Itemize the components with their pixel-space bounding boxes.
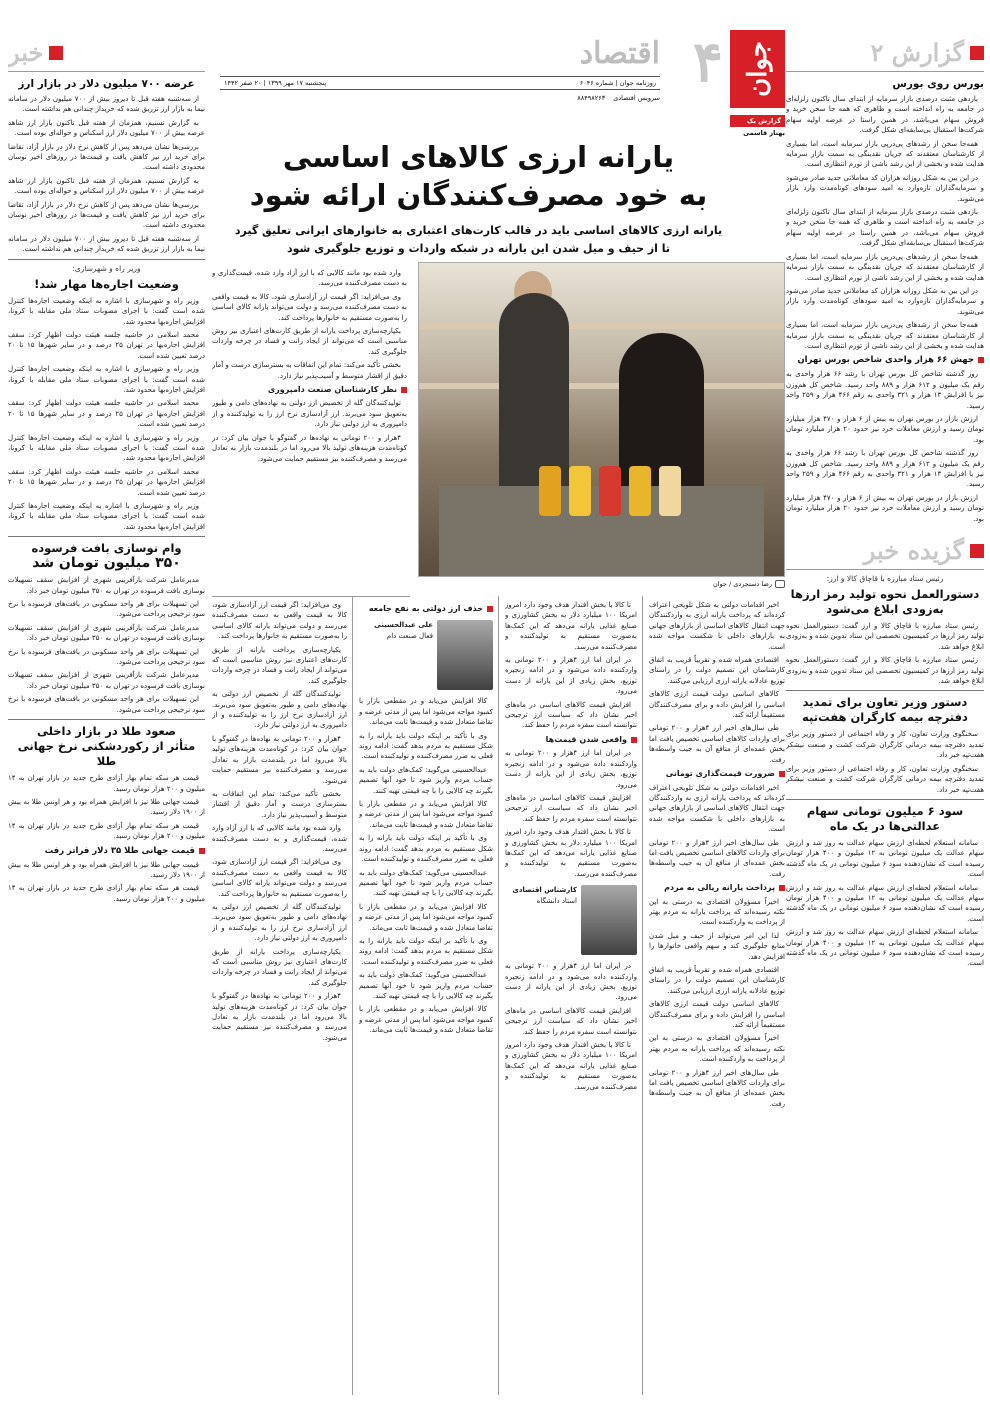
paragraph: کالا افزایش می‌یابد و در مقطعی بازار با کمبود مواجه می‌شود اما پس از مدتی عرضه و تقاضا متعادل شده و قیمت‌ها ثابت می‌ماند. [359, 1005, 493, 1035]
article-column-2 [359, 600, 493, 1395]
headline-line: متأثر از رکوردشکنی نرخ جهانی طلا [17, 739, 196, 769]
subheading-text: حذف ارز دولتی به نفع جامعه [368, 604, 483, 613]
kicker-accent [970, 46, 984, 60]
square-bullet [779, 885, 785, 891]
paragraph: وی می‌افزاید: اگر قیمت ارز آزادسازی شود، کالا به قیمت واقعی به دست مصرف‌کننده می‌رسد و دولت می‌تواند یارانه کالای اساسی را به‌صورت مستقیم به خانوارها پرداخت کند. [212, 292, 407, 322]
main-article-area [212, 0, 785, 1403]
paragraph: عبدالحسینی می‌گوید: کمک‌های دولت باید به حساب مردم واریز شود تا خود آنها تصمیم بگیرند چه کالایی را با چه قیمتی تهیه کنند. [359, 765, 493, 795]
photo-product [539, 466, 561, 516]
paragraph: مدیرعامل شرکت بازآفرینی شهری از افزایش سقف تسهیلات نوسازی بافت فرسوده در تهران به ۳۵۰ میلیون تومان خبر داد. [8, 623, 205, 643]
paragraph: بررسی‌ها نشان می‌دهد پس از کاهش نرخ دلار در بازار آزاد، تقاضا برای خرید ارز نیز کاهش یافت و قیمت‌ها در روزهای اخیر نوسان محدودی داشته است. [8, 142, 205, 172]
paragraph: یکپارچه‌سازی پرداخت یارانه از طریق کارت‌های اعتباری نیز روش مناسبی است که می‌تواند از ایجاد رانت و فساد در چرخه واردات جلوگیری کند. [212, 947, 347, 987]
news4-body [8, 773, 205, 841]
paragraph: اخیراً مسؤولان اقتصادی به درستی به این نکته رسیده‌اند که پرداخت یارانه به مردم بهتر از پرداخت به واردکننده است. [649, 1034, 785, 1064]
divider [212, 596, 410, 597]
headline-line: به خود مصرف‌کنندگان ارائه شود [249, 178, 708, 212]
paragraph: سامانه استعلام لحظه‌ای ارزش سهام عدالت به روز شد و ارزش سهام عدالت یک میلیون تومانی به ۱۲ میلیون و ۴۰۰ هزار تومان رسیده است که نشان‌دهنده سود ۶ میلیون تومانی در یک ماه گذشته است. [786, 928, 984, 968]
news3-body [786, 838, 984, 969]
issue-info-bar [220, 76, 660, 90]
paragraph: این تسهیلات برای هر واحد مسکونی در بافت‌های فرسوده با نرخ سود ترجیحی پرداخت می‌شود. [8, 647, 205, 667]
paragraph: وزیر راه و شهرسازی با اشاره به اینکه وضعیت اجاره‌ها کنترل شده است گفت: با اجرای مصوبات ستاد ملی مقابله با کرونا، افزایش اجاره‌بها محدود شد. [8, 365, 205, 394]
author-photo [437, 620, 493, 690]
paragraph: ارزش بازار در بورس تهران به بیش از ۶ هزار و ۴۷۰ هزار میلیارد تومان رسید و ارزش معاملات خرد نیز حدود ۲۰ هزار میلیارد تومان بود. [786, 414, 984, 444]
paragraph: وی با تأکید بر اینکه دولت باید یارانه را به شکل مستقیم به مردم بدهد گفت: ادامه روند فعلی به ضرر مصرف‌کننده و تولیدکننده است. [359, 731, 493, 761]
divider [8, 536, 205, 537]
paragraph: محمد اسلامی در حاشیه جلسه هیئت دولت اظهار کرد: سقف افزایش اجاره‌بها در تهران ۲۵ درصد و در سایر شهرها ۱۵ تا ۲۰ درصد تعیین شده است. [8, 330, 205, 360]
news1-headline: دستورالعمل نحوه تولید رمز ارزها به‌زودی ابلاغ می‌شود [790, 587, 980, 617]
paragraph: محمد اسلامی در حاشیه جلسه هیئت دولت اظهار کرد: سقف افزایش اجاره‌بها در تهران ۲۵ درصد و در سایر شهرها ۱۵ تا ۲۰ درصد تعیین شده است. [8, 399, 205, 429]
news1-headline: عرضه ۷۰۰ میلیون دلار در بازار ارز [18, 78, 195, 90]
paragraph: از سه‌شنبه هفته قبل تا دیروز بیش از ۷۰۰ میلیون دلار در سامانه نیما به بازار ارز تزریق شده که خریدار چندانی هم نداشته است. [8, 95, 205, 114]
paragraph: وی با تأکید بر اینکه دولت باید یارانه را به شکل مستقیم به مردم بدهد گفت: ادامه روند فعلی به ضرر مصرف‌کننده و تولیدکننده است. [359, 936, 493, 966]
paragraph: قیمت هر سکه تمام بهار آزادی طرح جدید در بازار تهران به ۱۴ میلیون و ۲۰۰ هزار تومان رسید. [8, 821, 205, 841]
masthead [212, 30, 785, 108]
author-name: کارشناس اقتصادی [512, 886, 577, 895]
subheading-text: پرداخت یارانه ریالی به مردم [664, 883, 775, 893]
author-box [505, 885, 637, 955]
paragraph: رئیس ستاد مبارزه با قاچاق کالا و ارز گفت: دستورالعمل نحوه تولید رمز ارزها در کمیسیون تخصصی این ستاد تدوین شده و به‌زودی ابلاغ خواهد شد. [786, 622, 984, 651]
paragraph: مدیرعامل شرکت بازآفرینی شهری از افزایش سقف تسهیلات نوسازی بافت فرسوده در تهران به ۳۵۰ میلیون تومان خبر داد. [8, 671, 205, 690]
subheading-text: نظر کارشناسان صنعت دامپروری [267, 385, 397, 395]
kicker-text: گزیده خبر [863, 536, 964, 566]
author-box [359, 620, 493, 690]
paragraph: اخیراً مسؤولان اقتصادی به درستی به این نکته رسیده‌اند که پرداخت یارانه به مردم بهتر از پرداخت به واردکننده است. [649, 897, 785, 927]
paragraph: افزایش قیمت کالاهای اساسی در ماه‌های اخیر نشان داد که سیاست ارز ترجیحی نتوانسته است سفره مردم را حفظ کند. [505, 793, 637, 823]
news4-subheading [8, 846, 205, 856]
paragraph: از سه‌شنبه هفته قبل تا دیروز بیش از ۷۰۰ میلیون دلار در سامانه نیما به بازار ارز تزریق شده که خریدار چندانی هم نداشته است. [8, 234, 205, 254]
article-column-1 [212, 268, 407, 467]
subheading [649, 769, 785, 779]
paragraph: تا کالا با بخش اقتدار هدف وجود دارد امروز امریکا ۱۰۰ میلیارد دلار به بخش کشاورزی و صنایع غذایی یارانه می‌دهد که این کمک‌ها به‌صورت مستقیم به تولیدکننده و مصرف‌کننده می‌رسد. [505, 828, 637, 878]
kicker-text: گزارش ۲ [870, 38, 964, 67]
issue-info: روزنامه جوان | شماره ۶۰۴۶ [579, 79, 656, 87]
news2-headline: دستور وزیر تعاون برای تمدید دفترچه بیمه کارگران هفت‌تپه [802, 695, 968, 725]
article-photo [418, 262, 785, 577]
paragraph: بخشی تأکید می‌کند: تمام این اتفاقات به بستر‌سازی درست و آمار دقیق از اقشار متوسط و آسیب‌پذیر نیاز دارد. [212, 789, 347, 819]
subheading-text: واقعی شدن قیمت‌ها [545, 734, 627, 744]
page-number: ۴ [692, 29, 723, 95]
subheading [359, 604, 493, 614]
paragraph: کالاهای اساسی دولت قیمت ارزی کالاهای اساسی را افزایش داده و برای مصرف‌کنندگان مستقیماً ارائه کند. [649, 690, 785, 720]
column-divider [642, 596, 643, 1395]
news4-headline [8, 724, 205, 769]
news1-body [8, 94, 205, 255]
paragraph: عبدالحسینی می‌گوید: کمک‌های دولت باید به حساب مردم واریز شود تا خود آنها تصمیم بگیرند چه کالایی را با چه قیمتی تهیه کنند. [359, 868, 493, 898]
photo-product [659, 466, 681, 516]
author-role: فعال صنعت دام [386, 632, 433, 641]
service-phone: ۸۸۴۹۸۲۶۳ [577, 94, 606, 102]
author-info [512, 885, 577, 955]
author-role: استاد دانشگاه [536, 897, 577, 906]
paragraph: این تسهیلات برای هر واحد مسکونی در بافت‌های فرسوده با نرخ سود ترجیحی پرداخت می‌شود. [8, 695, 205, 714]
paragraph: قیمت هر سکه تمام بهار آزادی طرح جدید در بازار تهران به ۱۴ میلیون و ۲۰۰ هزار تومان رسید. [8, 774, 205, 793]
main-lead [232, 222, 725, 258]
lead-line: یارانه ارزی کالاهای اساسی باید در قالب کارت‌های اعتباری به خانوارهای ایرانی تعلیق گیرد [234, 224, 723, 237]
news2-headline: وضعیت اجاره‌ها مهار شد! [34, 276, 179, 291]
article-column-4 [649, 600, 785, 1395]
news-kicker [786, 532, 984, 570]
paragraph: کالا افزایش می‌یابد و در مقطعی بازار با کمبود مواجه می‌شود اما پس از مدتی عرضه و تقاضا متعادل شده و قیمت‌ها ثابت می‌ماند. [359, 800, 493, 829]
paragraph: مدیرعامل شرکت بازآفرینی شهری از افزایش سقف تسهیلات نوسازی بافت فرسوده در تهران به ۳۵۰ میلیون تومان خبر داد. [8, 576, 205, 595]
news3-headline: سود ۶ میلیون تومانی سهام عدالتی‌ها در یک ماه [806, 803, 964, 833]
subheading [649, 883, 785, 893]
news1-body [786, 621, 984, 686]
paragraph: قیمت جهانی طلا نیز با افزایش همراه بود و هر اونس طلا به بیش از ۱۹۰۰ دلار رسید. [8, 860, 205, 879]
paragraph: تولیدکنندگان گله از تخصیص ارز دولتی به نهاده‌های دامی و طیور به‌تعویق سود می‌برند. ارز آزادسازی نرخ ارز را به تولیدکننده و از دامپروری به ارز دولتی نیاز دارد. [212, 690, 347, 730]
paragraph: قیمت جهانی طلا نیز با افزایش همراه بود و هر اونس طلا به بیش از ۱۹۰۰ دلار رسید. [8, 797, 205, 817]
paragraph: ارزش بازار در بورس تهران به بیش از ۶ هزار و ۴۷۰ هزار میلیارد تومان رسید و ارزش معاملات خرد نیز حدود ۲۰ هزار میلیارد تومان بود. [786, 493, 984, 523]
paragraph: ۴هزار و ۲۰۰ تومانی به نهاده‌ها در گفتوگو با جوان بیان کرد: در کوتاه‌مدت هزینه‌های تولید بالا می‌رود اما در بلندمدت بازار به تعادل می‌رسد و مصرف‌کننده نیز مستقیم حمایت می‌شود. [212, 433, 407, 463]
author-info [374, 620, 433, 690]
paragraph: طی سال‌های اخیر ارز ۴هزار و ۲۰۰ تومانی برای واردات کالاهای اساسی تخصیص یافت اما بخش عمده‌ای از منافع آن به جیب واسطه‌ها رفت. [649, 724, 785, 764]
paragraph: روز گذشته شاخص کل بورس تهران با رشد ۶۶ هزار واحدی به رقم یک میلیون و ۶۱۲ هزار و ۸۸۹ واحد رسید. شاخص کل هم‌وزن نیز با افزایش ۱۳ هزار و ۳۲۱ واحدی به رقم ۴۶۶ هزار و ۲۵۹ واحد رسید. [786, 449, 984, 489]
bourse-body [786, 94, 984, 351]
paragraph: طی سال‌های اخیر ارز ۴هزار و ۲۰۰ تومانی برای واردات کالاهای اساسی تخصیص یافت اما بخش عمده‌ای از منافع آن به جیب واسطه‌ها رفت. [649, 1068, 785, 1108]
kicker-accent [49, 46, 63, 60]
issue-date: پنجشنبه ۱۷ مهر ۱۳۹۹ | ۲۰ صفر ۱۴۴۲ [224, 79, 327, 87]
paragraph: افزایش قیمت کالاهای اساسی در ماه‌های اخیر نشان داد که سیاست ارز ترجیحی نتوانسته است سفره مردم را حفظ کند. [505, 700, 637, 730]
paragraph: اخیر اقدامات دولتی به شکل تلویحی اعتراف کرده‌اند که پرداخت یارانه ارزی به واردکنندگان جهت انتقال کالاهای اساسی از بازارهای جهانی به بازارهای داخلی با شکست مواجه شده است. [649, 783, 785, 834]
square-bullet [978, 357, 984, 363]
paragraph: ۴هزار و ۲۰۰ تومانی به نهاده‌ها در گفتوگو با جوان بیان کرد: در کوتاه‌مدت هزینه‌های تولید بالا می‌رود اما در بلندمدت بازار به تعادل می‌رسد و مصرف‌کننده نیز مستقیم حمایت می‌شود. [212, 992, 347, 1042]
paragraph: سامانه استعلام لحظه‌ای ارزش سهام عدالت به روز شد و ارزش سهام عدالت یک میلیون تومانی به ۱۲ میلیون و ۴۰۰ هزار تومان رسیده است که نشان‌دهنده سود ۶ میلیون تومانی در یک ماه گذشته است. [786, 883, 984, 923]
section-title: اقتصاد [579, 36, 660, 71]
right-column [786, 0, 984, 1403]
author-name: علی عبدالحسینی [374, 621, 433, 630]
subheading [505, 735, 637, 745]
paragraph: طی سال‌های اخیر ارز ۴هزار و ۲۰۰ تومانی برای واردات کالاهای اساسی تخصیص یافت اما بخش عمده‌ای از منافع آن به جیب واسطه‌ها رفت. [649, 838, 785, 878]
headline-line: صعود طلا در بازار داخلی [36, 724, 177, 739]
headline-line: یارانه ارزی کالاهای اساسی [282, 140, 675, 174]
reporter-name: بهناز قاسمی [743, 129, 785, 137]
newspaper-logo [730, 30, 785, 108]
service-label: سرویس اقتصادی [613, 94, 660, 102]
paragraph: کالاهای اساسی دولت قیمت ارزی کالاهای اساسی را افزایش داده و برای مصرف‌کنندگان مستقیماً ارائه کند. [649, 1000, 785, 1030]
paragraph: تا کالا با بخش اقتدار هدف وجود دارد امروز امریکا ۱۰۰ میلیارد دلار به بخش کشاورزی و صنایع غذایی یارانه می‌دهد که این کمک‌ها به‌صورت مستقیم به تولیدکننده و مصرف‌کننده می‌رسد. [505, 1041, 637, 1091]
news1-subtitle: رئیس ستاد مبارزه با قاچاق کالا و ارز: [826, 574, 944, 584]
paragraph: همه‌جا سخن از رشدهای پی‌درپی بازار سرمایه است، اما بسیاری از کارشناسان معتقدند که جریان نقدینگی به سمت بازار سرمایه هدایت شده و بخشی از این رشد ناشی از تورم انتظاری است. [786, 139, 984, 169]
paragraph: بخشی تأکید می‌کند: تمام این اتفاقات به بستر‌سازی درست و آمار دقیق از اقشار متوسط و آسیب‌پذیر نیاز دارد. [212, 361, 407, 380]
paragraph: همه‌جا سخن از رشدهای پی‌درپی بازار سرمایه است، اما بسیاری از کارشناسان معتقدند که جریان نقدینگی به سمت بازار سرمایه هدایت شده و بخشی از این رشد ناشی از تورم انتظاری است. [786, 252, 984, 282]
logo-text: جوان [742, 41, 773, 97]
paragraph: سخنگوی وزارت تعاون، کار و رفاه اجتماعی از دستور وزیر برای تمدید دفترچه بیمه درمانی کارگران شرکت کشت و صنعت نیشکر هفت‌تپه خبر داد. [786, 764, 984, 794]
news3-body [8, 575, 205, 715]
paragraph: اقتصادی همراه شده و تقریباً قریب به اتفاق کارشناسان این تصمیم دولت را در راستای توزیع عادلانه یارانه ارزی ارزیابی می‌کنند. [649, 966, 785, 995]
square-bullet [631, 737, 637, 743]
paragraph: بررسی‌ها نشان می‌دهد پس از کاهش نرخ دلار در بازار آزاد، تقاضا برای خرید ارز نیز کاهش یافت و قیمت‌ها در روزهای اخیر نوسان محدودی داشته است. [8, 200, 205, 230]
paragraph: به گزارش تسنیم، همزمان از هفته قبل تاکنون بازار ارز شاهد عرضه بیش از ۷۰۰ میلیون دلار ارز اسکناس و حواله‌ای بوده است. [8, 118, 205, 138]
paragraph: وزیر راه و شهرسازی با اشاره به اینکه وضعیت اجاره‌ها کنترل شده است گفت: با اجرای مصوبات ستاد ملی مقابله با کرونا، افزایش اجاره‌بها محدود شد. [8, 502, 205, 531]
square-bullet [199, 848, 205, 854]
column-divider [498, 596, 499, 1395]
paragraph: تولیدکنندگان گله از تخصیص ارز دولتی به نهاده‌های دامی و طیور به‌تعویق سود می‌برند. ارز آزادسازی نرخ ارز را به تولیدکننده و از دامپروری به ارز دولتی نیاز دارد. [212, 399, 407, 429]
paragraph: کالا افزایش می‌یابد و در مقطعی بازار با کمبود مواجه می‌شود اما پس از مدتی عرضه و تقاضا متعادل شده و قیمت‌ها ثابت می‌ماند. [359, 902, 493, 932]
left-column [8, 0, 205, 1403]
bourse-subheading [786, 355, 984, 365]
author-photo [581, 885, 637, 955]
reporter-label: گزارش یک [730, 115, 785, 127]
main-headline [232, 138, 725, 214]
subheading [212, 385, 407, 395]
paragraph: در این بین به شکل روزانه هزاران کد معاملاتی جدید صادر می‌شود و سرمایه‌گذاران تازه‌وارد به امید سودهای کوتاه‌مدت وارد بازار می‌شوند. [786, 286, 984, 316]
paragraph: محمد اسلامی در حاشیه جلسه هیئت دولت اظهار کرد: سقف افزایش اجاره‌بها در تهران ۲۵ درصد و در سایر شهرها ۱۵ تا ۲۰ درصد تعیین شده است. [8, 467, 205, 497]
news4-body-2 [8, 860, 205, 905]
camera-icon [775, 580, 785, 588]
square-bullet [487, 606, 493, 612]
paragraph: تولیدکنندگان گله از تخصیص ارز دولتی به نهاده‌های دامی و طیور به‌تعویق سود می‌برند. ارز آزادسازی نرخ ارز را به تولیدکننده و از دامپروری به ارز دولتی نیاز دارد. [212, 902, 347, 943]
paragraph: اقتصادی همراه شده و تقریباً قریب به اتفاق کارشناسان این تصمیم دولت را در راستای توزیع عادلانه یارانه ارزی ارزیابی می‌کنند. [649, 656, 785, 685]
paragraph: در ایران اما ارز ۴هزار و ۲۰۰ تومانی به واردکننده داده می‌شود و در ادامه زنجیره توزیع، بخش زیادی از این یارانه از دست می‌رود. [505, 962, 637, 1002]
photo-product [629, 466, 651, 516]
kicker-text: خبر [8, 38, 44, 67]
lead-line: تا از حیف و میل شدن این یارانه در شبکه واردات و توزیع جلوگیری شود [286, 242, 671, 255]
news2-body [8, 296, 205, 533]
divider [786, 690, 984, 691]
paragraph: وارد شده بود مانند کالایی که با ارز آزاد وارد شده، قیمت‌گذاری و به دست مصرف‌کننده می‌رسد. [212, 269, 407, 288]
paragraph: رئیس ستاد مبارزه با قاچاق کالا و ارز گفت: دستورالعمل نحوه تولید رمز ارزها در کمیسیون تخصصی این ستاد تدوین شده و به‌زودی ابلاغ خواهد شد. [786, 656, 984, 686]
bourse-headline: بورس روی بورس [892, 78, 984, 90]
paragraph: افزایش قیمت کالاهای اساسی در ماه‌های اخیر نشان داد که سیاست ارز ترجیحی نتوانسته است سفره مردم را حفظ کند. [505, 1006, 637, 1036]
news3-headline [8, 541, 205, 571]
paragraph: کالا افزایش می‌یابد و در مقطعی بازار با کمبود مواجه می‌شود اما پس از مدتی عرضه و تقاضا متعادل شده و قیمت‌ها ثابت می‌ماند. [359, 697, 493, 727]
divider [8, 719, 205, 720]
paragraph: وارد شده بود مانند کالایی که با ارز آزاد وارد شده، قیمت‌گذاری و به دست مصرف‌کننده می‌رسد. [212, 824, 347, 853]
paragraph: همه‌جا سخن از رشدهای پی‌درپی بازار سرمایه است، اما بسیاری از کارشناسان معتقدند که جریان نقدینگی به سمت بازار سرمایه هدایت شده و بخشی از این رشد ناشی از تورم انتظاری است. [786, 321, 984, 350]
paragraph: یکپارچه‌سازی پرداخت یارانه از طریق کارت‌های اعتباری نیز روش مناسبی است که می‌تواند از ایجاد رانت و فساد در چرخه واردات جلوگیری کند. [212, 645, 347, 685]
photo-product [569, 466, 591, 516]
paragraph: لذا این امر می‌تواند از حیف و میل شدن منابع جلوگیری کند و سهم واقعی خانوارها را افزایش دهد. [649, 931, 785, 961]
article-column-1-lower [212, 600, 347, 1395]
paragraph: عبدالحسینی می‌گوید: کمک‌های دولت باید به حساب مردم واریز شود تا خود آنها تصمیم بگیرند چه کالایی را با چه قیمتی تهیه کنند. [359, 971, 493, 1000]
news2-subtitle: وزیر راه و شهرسازی: [72, 263, 141, 273]
paragraph: وی با تأکید بر اینکه دولت باید یارانه را به شکل مستقیم به مردم بدهد گفت: ادامه روند فعلی به ضرر مصرف‌کننده و تولیدکننده است. [359, 834, 493, 864]
paragraph: بازدهی مثبت درصدی بازار سرمایه از ابتدای سال تاکنون زلزله‌ای در جامعه به راه انداخته است و ظاهری که همه جا سخن خرید و فروش سهام می‌باشد، در همین راستا در عرضه اولیه سهام شرکت‌ها استقبال بی‌سابقه‌ای شکل گرفت. [786, 95, 984, 135]
paragraph: یکپارچه‌سازی پرداخت یارانه از طریق کارت‌های اعتباری نیز روش مناسبی است که می‌تواند از ایجاد رانت و فساد در چرخه واردات جلوگیری کند. [212, 327, 407, 356]
paragraph: ۴هزار و ۲۰۰ تومانی به نهاده‌ها در گفتوگو با جوان بیان کرد: در کوتاه‌مدت هزینه‌های تولید بالا می‌رود اما در بلندمدت بازار به تعادل می‌رسد و مصرف‌کننده نیز مستقیم حمایت می‌شود. [212, 734, 347, 785]
paragraph: در این بین به شکل روزانه هزاران کد معاملاتی جدید صادر می‌شود و سرمایه‌گذاران تازه‌وارد به امید سودهای کوتاه‌مدت وارد بازار می‌شوند. [786, 173, 984, 203]
photo-shelf [419, 323, 784, 329]
paragraph: وی می‌افزاید: اگر قیمت ارز آزادسازی شود، کالا به قیمت واقعی به دست مصرف‌کننده می‌رسد و دولت می‌تواند یارانه کالای اساسی را به‌صورت مستقیم به خانوارها پرداخت کند. [212, 601, 347, 641]
paragraph: اخیر اقدامات دولتی به شکل تلویحی اعتراف کرده‌اند که پرداخت یارانه ارزی به واردکنندگان جهت انتقال کالاهای اساسی از بازارهای جهانی به بازارهای داخلی با شکست مواجه شده است. [649, 601, 785, 651]
divider [786, 799, 984, 800]
paragraph: روز گذشته شاخص کل بورس تهران با رشد ۶۶ هزار واحدی به رقم یک میلیون و ۶۱۲ هزار و ۸۸۹ واحد رسید. شاخص کل هم‌وزن نیز با افزایش ۱۳ هزار و ۳۲۱ واحدی به رقم ۴۶۶ هزار و ۲۵۹ واحد رسید. [786, 370, 984, 410]
reporter-tag [730, 115, 785, 139]
subheading-text: جهش ۶۶ هزار واحدی شاخص بورس تهران [797, 355, 974, 366]
paragraph: این تسهیلات برای هر واحد مسکونی در بافت‌های فرسوده با نرخ سود ترجیحی پرداخت می‌شود. [8, 600, 205, 619]
news-kicker [8, 34, 205, 72]
paragraph: در ایران اما ارز ۴هزار و ۲۰۰ تومانی به واردکننده داده می‌شود و در ادامه زنجیره توزیع، بخش زیادی از این یارانه از دست می‌رود. [505, 749, 637, 789]
article-column-3 [505, 600, 637, 1395]
photo-shelf [419, 383, 784, 389]
kicker-accent [970, 544, 984, 558]
photo-caption [418, 580, 785, 588]
paragraph: بازدهی مثبت درصدی بازار سرمایه از ابتدای سال تاکنون زلزله‌ای در جامعه به راه انداخته است و ظاهری که همه جا سخن خرید و فروش سهام می‌باشد، در همین راستا در عرضه اولیه سهام شرکت‌ها استقبال بی‌سابقه‌ای شکل گرفت. [786, 208, 984, 248]
paragraph: وی می‌افزاید: اگر قیمت ارز آزادسازی شود، کالا به قیمت واقعی به دست مصرف‌کننده می‌رسد و دولت می‌تواند یارانه کالای اساسی را به‌صورت مستقیم به خانوارها پرداخت کند. [212, 858, 347, 898]
column-divider [352, 596, 353, 1395]
paragraph: سامانه استعلام لحظه‌ای ارزش سهام عدالت به روز شد و ارزش سهام عدالت یک میلیون تومانی به ۱۲ میلیون و ۴۰۰ هزار تومان رسیده است که نشان‌دهنده سود ۶ میلیون تومانی در یک ماه گذشته است. [786, 838, 984, 879]
paragraph: تا کالا با بخش اقتدار هدف وجود دارد امروز امریکا ۱۰۰ میلیارد دلار به بخش کشاورزی و صنایع غذایی یارانه می‌دهد که این کمک‌ها به‌صورت مستقیم به تولیدکننده و مصرف‌کننده می‌رسد. [505, 601, 637, 651]
headline-line: وام نوسازی بافت فرسوده [31, 541, 182, 556]
paragraph: وزیر راه و شهرسازی با اشاره به اینکه وضعیت اجاره‌ها کنترل شده است گفت: با اجرای مصوبات ستاد ملی مقابله با کرونا، افزایش اجاره‌بها محدود شد. [8, 296, 205, 326]
paragraph: در ایران اما ارز ۴هزار و ۲۰۰ تومانی به واردکننده داده می‌شود و در ادامه زنجیره توزیع، بخش زیادی از این یارانه از دست می‌رود. [505, 656, 637, 696]
service-line [577, 94, 660, 102]
photo-product [599, 466, 621, 516]
paragraph: سخنگوی وزارت تعاون، کار و رفاه اجتماعی از دستور وزیر برای تمدید دفترچه بیمه درمانی کارگران شرکت کشت و صنعت نیشکر هفت‌تپه خبر داد. [786, 730, 984, 760]
paragraph: به گزارش تسنیم، همزمان از هفته قبل تاکنون بازار ارز شاهد عرضه بیش از ۷۰۰ میلیون دلار ارز اسکناس و حواله‌ای بوده است. [8, 176, 205, 196]
divider [8, 259, 205, 260]
subheading-text: قیمت جهانی طلا ۳۵ دلار فراتر رفت [44, 845, 195, 856]
paragraph: وزیر راه و شهرسازی با اشاره به اینکه وضعیت اجاره‌ها کنترل شده است گفت: با اجرای مصوبات ستاد ملی مقابله با کرونا، افزایش اجاره‌بها محدود شد. [8, 433, 205, 463]
report-kicker [786, 34, 984, 72]
news2-body [786, 729, 984, 794]
square-bullet [779, 771, 785, 777]
bourse-body-2 [786, 369, 984, 524]
subheading-text: ضرورت قیمت‌گذاری تومانی [665, 769, 775, 779]
photo-credit: رضا دستجردی / جوان [712, 580, 772, 588]
square-bullet [401, 387, 407, 393]
paragraph: قیمت هر سکه تمام بهار آزادی طرح جدید در بازار تهران به ۱۴ میلیون و ۲۰۰ هزار تومان رسید. [8, 884, 205, 903]
headline-line: ۳۵۰ میلیون تومان شد [32, 555, 181, 572]
